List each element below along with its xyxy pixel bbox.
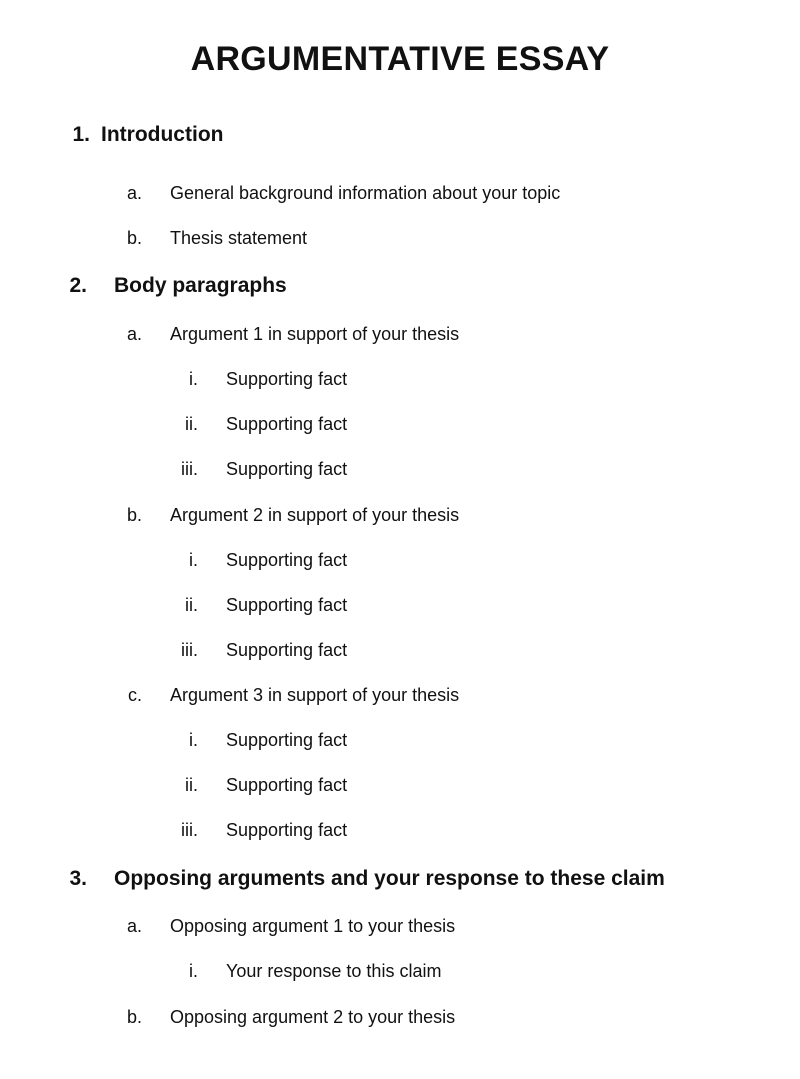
subitem-text: Supporting fact — [226, 820, 348, 840]
section-title: Introduction — [101, 123, 224, 146]
section-number: 1. — [72, 123, 90, 146]
subitem-text: Supporting fact — [226, 550, 348, 570]
section-number: 3. — [69, 867, 87, 890]
item-marker: a. — [126, 916, 142, 936]
subitem-marker: ii. — [185, 595, 198, 615]
subitem-marker: i. — [189, 550, 198, 570]
page-title: ARGUMENTATIVE ESSAY — [190, 40, 610, 78]
subitem-text: Supporting fact — [226, 414, 348, 434]
item-text: Thesis statement — [170, 228, 308, 248]
item-marker: b. — [126, 505, 142, 525]
subitem-text: Supporting fact — [226, 595, 348, 615]
subitem-text: Your response to this claim — [226, 961, 442, 981]
subitem-marker: iii. — [181, 459, 198, 479]
item-marker: c. — [127, 685, 142, 705]
subitem-text: Supporting fact — [226, 775, 348, 795]
item-marker: a. — [126, 324, 142, 344]
item-text: Opposing argument 2 to your thesis — [170, 1007, 456, 1027]
section-number: 2. — [69, 274, 87, 297]
item-text: Argument 2 in support of your thesis — [170, 505, 460, 525]
item-text: Argument 3 in support of your thesis — [170, 685, 460, 705]
item-marker: b. — [126, 228, 142, 248]
item-text: Argument 1 in support of your thesis — [170, 324, 460, 344]
subitem-text: Supporting fact — [226, 640, 348, 660]
subitem-marker: ii. — [185, 775, 198, 795]
subitem-marker: i. — [189, 961, 198, 981]
section-title: Body paragraphs — [114, 274, 287, 297]
subitem-marker: i. — [189, 369, 198, 389]
subitem-marker: iii. — [181, 820, 198, 840]
subitem-marker: iii. — [181, 640, 198, 660]
item-marker: b. — [126, 1007, 142, 1027]
subitem-marker: ii. — [185, 414, 198, 434]
subitem-text: Supporting fact — [226, 730, 348, 750]
subitem-marker: i. — [189, 730, 198, 750]
item-text: General background information about your topic — [170, 183, 561, 203]
item-text: Opposing argument 1 to your thesis — [170, 916, 456, 936]
section-title: Opposing arguments and your response to these claim — [114, 867, 665, 890]
item-marker: a. — [126, 183, 142, 203]
subitem-text: Supporting fact — [226, 459, 348, 479]
subitem-text: Supporting fact — [226, 369, 348, 389]
